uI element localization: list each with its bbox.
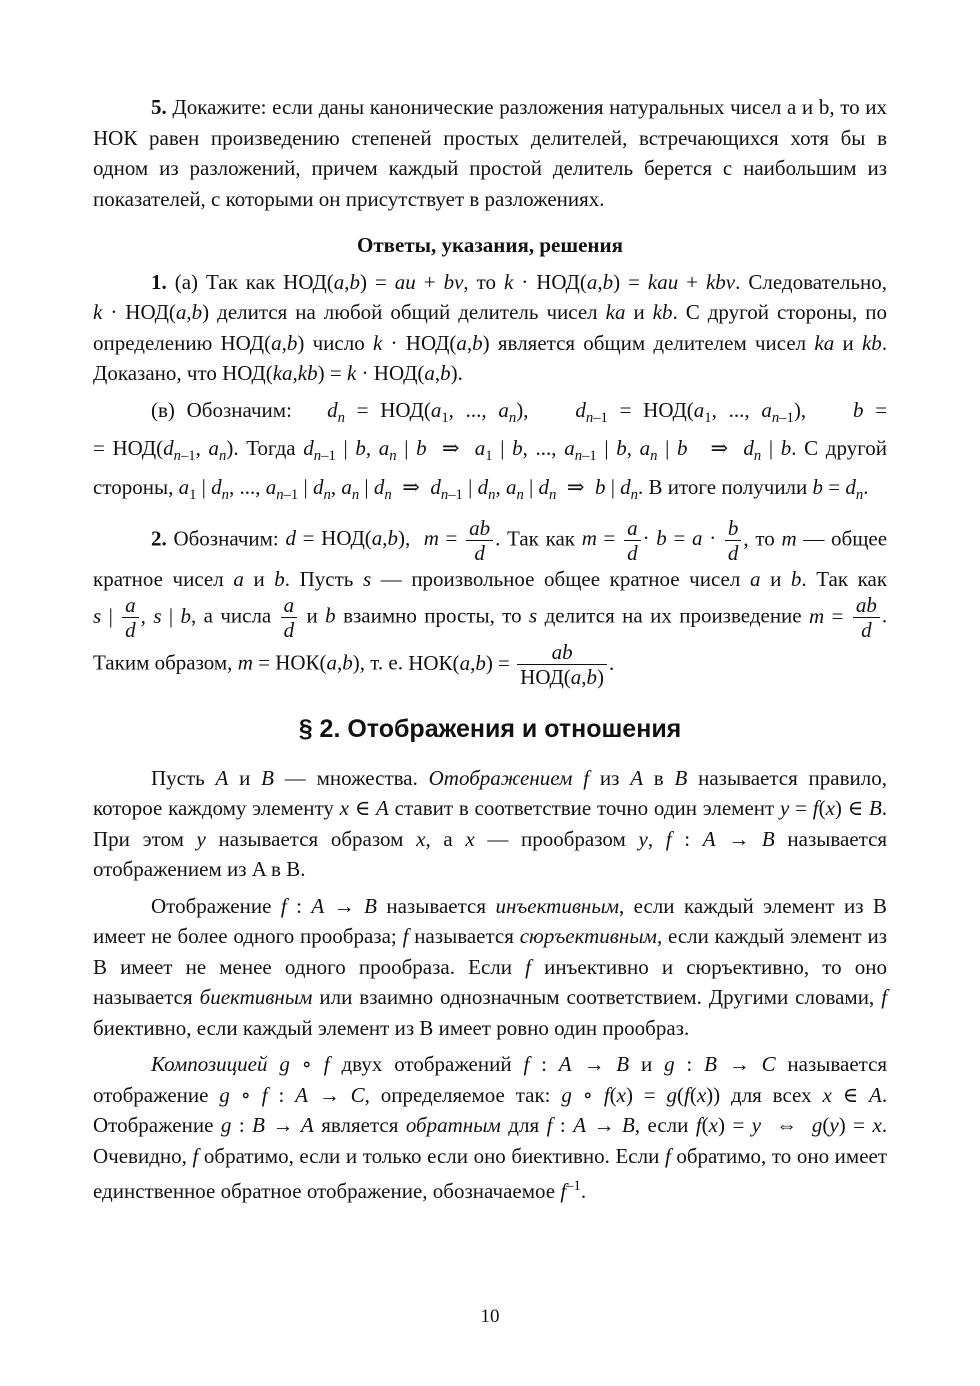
formula: $d_{n-1} = НОД(a_1$, ..., $a_{n-1}$),: [575, 397, 807, 426]
formula: g ∘ f : A → C: [219, 1082, 365, 1107]
formula: a: [749, 566, 761, 591]
section-p1-text: . При этом: [93, 796, 888, 851]
section-p3-text: обратимо, то оно имеет единственное обратное отображение, обозначаемое: [93, 1143, 888, 1204]
formula: НОД(a,b): [220, 330, 305, 355]
answer-2-text: взаимно просты, то: [343, 603, 522, 628]
answer-1v: [93, 395, 887, 511]
section-p3-text: , определяемое так:: [364, 1082, 551, 1107]
section-p2-text: или взаимно однозначным соответствием. Другими словами,: [319, 985, 875, 1010]
formula: s: [362, 566, 372, 591]
section-p1-text: — множества.: [284, 765, 418, 790]
answer-2-text: и: [306, 603, 318, 628]
answer-2-text: . Так как: [495, 525, 575, 550]
section-heading: § 2. Отображения и отношения: [298, 715, 682, 744]
formula: = $НОД(d_{n-1}$, $a_n$).: [93, 436, 239, 465]
formula: g : B → C: [664, 1052, 776, 1077]
page-number: 10: [480, 1306, 500, 1327]
formula: m = НОК(a,b): [237, 650, 360, 675]
answer-1a-text: . Доказано, что: [93, 330, 888, 385]
formula: f: [881, 985, 888, 1010]
formula: x: [465, 826, 475, 851]
section-p1-text: — прообразом: [487, 826, 626, 851]
formula: НОК(a,b) = $\frac{ab}{\text{НОД(a,b)}}$ .: [408, 640, 615, 690]
section-p3-text: двух отображений: [341, 1052, 512, 1077]
section-paragraph-2: [93, 891, 887, 1044]
problem-5: [93, 92, 887, 214]
section-p3-text: для: [508, 1113, 540, 1138]
section-p3-text: . Отображение: [93, 1082, 888, 1138]
answer-2-number: 2.: [151, 525, 167, 550]
formula: b =: [853, 397, 888, 422]
formula: f : A → B: [280, 893, 377, 918]
section-p3-text: для всех: [731, 1082, 812, 1107]
formula: m = $\frac{ab}{d}$: [809, 604, 882, 628]
answer-1a-text: делится на любой общий делитель чисел: [217, 300, 598, 324]
formula: g : B → A: [220, 1113, 314, 1138]
answer-2-text: делится на их произведение: [544, 603, 802, 628]
answer-1a-text: является общим делителем чисел: [497, 330, 807, 355]
answer-2-text: Обозначим:: [173, 525, 279, 550]
formula: B: [261, 765, 274, 790]
formula: f : A → B: [546, 1113, 635, 1138]
formula: b: [790, 566, 802, 591]
formula: y: [638, 826, 648, 851]
formula: x ∈ A: [822, 1082, 882, 1107]
formula: f : A → B: [523, 1052, 630, 1077]
formula: b: [325, 603, 336, 628]
formula: k · НОД(a,b): [372, 330, 490, 355]
formula: y: [196, 826, 206, 851]
answer-1a-text: .: [457, 361, 463, 385]
formula: f: [664, 1143, 671, 1168]
page-content: [93, 92, 887, 1207]
term-bijective: биективным: [199, 985, 313, 1010]
formula: ka: [814, 330, 835, 355]
section-p1-text: ставит в соответствие точно один элемент: [394, 796, 775, 821]
answer-1a-text: (а) Так как: [174, 269, 276, 294]
term-injective: инъективным: [495, 893, 619, 918]
formula: $f^{-1}$.: [560, 1178, 587, 1204]
section-p1-text: ,: [647, 826, 654, 851]
answer-1a-text: и: [842, 330, 854, 355]
answer-1a-text: , то: [463, 269, 497, 294]
formula: B: [674, 765, 688, 790]
formula: k · НОД(a,b) = kau + kbv: [504, 269, 736, 294]
formula: kb: [861, 330, 882, 355]
formula: $d_{n-1}$ | b, $a_n$ | b ⇒ $a_1$ | b, ..., $a_{n-1}$ | b, $a_n$ | b ⇒ $d_n$ | b.: [303, 436, 797, 465]
formula: y = f(x) ∈ B: [780, 796, 882, 821]
answer-1a-text: и: [633, 300, 645, 324]
formula: НОД(a,b) = au + bv: [283, 269, 464, 294]
formula: A: [630, 765, 644, 790]
formula: x: [416, 826, 426, 851]
formula: f: [192, 1143, 199, 1168]
formula: g ∘ f: [279, 1052, 330, 1077]
section-p1-text: из: [599, 765, 620, 790]
section-p1-text: и: [239, 765, 251, 790]
answer-1v-text: (в) Обозначим:: [151, 397, 292, 422]
formula: A: [215, 765, 229, 790]
section-p1-text: называется образом: [218, 826, 404, 851]
formula: m: [781, 525, 797, 550]
answer-2-text: . Таким образом,: [93, 603, 888, 675]
section-p3-text: и: [640, 1052, 653, 1077]
formula: $\frac{a}{d}$: [281, 594, 298, 641]
formula: $b = d_n$.: [812, 474, 869, 504]
section-p1-text: , а: [425, 826, 453, 851]
section-p2-text: Отображение: [151, 893, 272, 918]
section-p2-text: называется: [386, 893, 487, 918]
formula: НОД(ka,kb) = k · НОД(a,b): [222, 361, 458, 385]
formula: x ∈ A: [339, 796, 389, 821]
answer-2-text: , то: [743, 525, 775, 550]
formula: kb: [652, 300, 673, 324]
section-p1-text: называется правило, которое каждому элементу: [93, 765, 887, 821]
section-p3-text: . Очевидно,: [93, 1113, 888, 1168]
section-paragraph-3: [93, 1049, 887, 1207]
answer-2-text: , а числа: [190, 603, 272, 628]
term-composition: Композицией: [151, 1052, 268, 1077]
formula: s: [529, 603, 538, 628]
section-p3-text: обратимо, если и только если оно биективно. Если: [203, 1143, 660, 1168]
answer-2-text: — общее кратное чисел: [93, 525, 888, 591]
answer-2-text: и: [253, 566, 265, 591]
formula: a: [233, 566, 244, 591]
formula: b: [274, 566, 285, 591]
answers-heading: Ответы, указания, решения: [357, 233, 623, 257]
section-p3-text: называется отображение: [93, 1052, 888, 1107]
answer-1-number: 1.: [151, 269, 167, 294]
formula: $d_n = НОД(a_1$, ..., $a_n$),: [327, 397, 529, 426]
formula: f: [583, 765, 590, 790]
formula: f : A → B: [665, 826, 775, 851]
section-p2-text: , если каждый элемент из B имеет не менее одного прообраза. Если: [93, 924, 888, 979]
answer-1v-text: Тогда: [246, 436, 296, 461]
formula: $a_1$ | $d_n$, ..., $a_{n-1}$ | $d_n$, $a_n$ | $d_n$ ⇒ $d_{n-1}$ | $d_n$, $a_n$ | $d_n$ ⇒ b | $d_n$.: [178, 474, 644, 504]
formula: ka: [605, 300, 626, 324]
formula: f: [525, 954, 531, 979]
term-mapping: Отображением: [428, 765, 573, 790]
section-p2-text: инъективно и сюръективно, то оно называется: [93, 954, 888, 1010]
answer-2-text: и: [770, 566, 782, 591]
formula: d = НОД(a,b), m = $\frac{ab}{d}$: [285, 526, 495, 550]
section-paragraph-1: [93, 763, 887, 885]
answer-2: [93, 517, 887, 689]
section-p2-text: называется: [414, 924, 514, 949]
answer-1a-text: . Следовательно,: [735, 269, 888, 294]
section-p1-text: в: [653, 765, 664, 790]
answer-2-text: , т. е.: [359, 650, 403, 675]
answer-2-text: — произвольное общее кратное чисел: [380, 566, 741, 591]
problem-5-number: 5.: [151, 95, 167, 119]
problem-5-text: Докажите: если даны канонические разложения натуральных чисел a и b, то их НОК равен произведению степеней простых делителей, встречающихся хотя бы в одном из разложений, причем каждый простой делитель берется с наибольшим из показателей, с которыми он присутствует в разложениях.: [93, 95, 888, 211]
answer-1v-text: С другой стороны,: [93, 436, 888, 499]
formula: k · НОД(a,b): [93, 300, 210, 324]
answer-1v-text: В итоге получили: [648, 474, 808, 499]
term-inverse: обратным: [405, 1113, 501, 1138]
section-p3-text: , если: [634, 1113, 689, 1138]
formula: m = $\frac{a}{d}$ · b = a · $\frac{b}{d}$: [582, 526, 744, 550]
section-p1-text: Пусть: [151, 765, 205, 790]
answer-1a-text: число: [312, 330, 365, 355]
formula: g ∘ f(x) = g(f(x)): [561, 1082, 721, 1107]
answer-2-text: . Так как: [801, 566, 888, 591]
answer-1a-text: . С другой стороны, по определению: [93, 300, 887, 355]
section-p1-text: называется отображением из A в B.: [93, 826, 888, 882]
formula: f(x) = y ⇔ g(y) = x: [695, 1113, 882, 1138]
section-p2-text: , если каждый элемент из B имеет не более одного прообраза;: [93, 893, 888, 949]
term-surjective: сюръективным: [519, 924, 657, 949]
formula: f: [402, 924, 409, 949]
formula: s | $\frac{a}{d}$ , s | b: [93, 593, 191, 643]
answer-2-text: . Пусть: [284, 566, 354, 591]
section-p3-text: является: [321, 1113, 399, 1138]
answer-1a: [93, 267, 887, 389]
section-p2-text: биективно, если каждый элемент из B имеет ровно один прообраз.: [93, 1015, 690, 1040]
